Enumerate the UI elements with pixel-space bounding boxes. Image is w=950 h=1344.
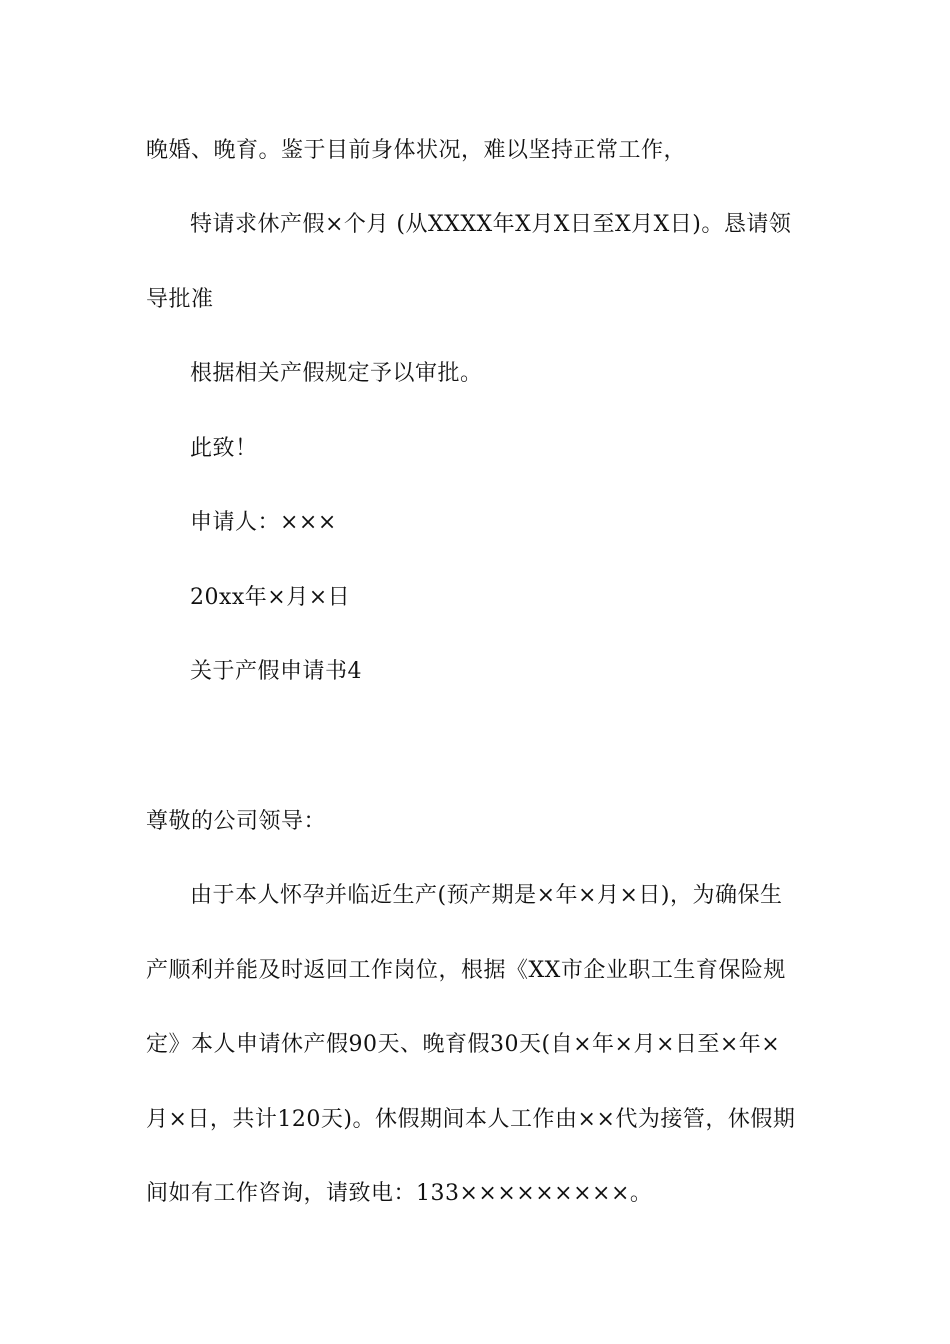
closing-salutation: 此致！ xyxy=(190,436,258,461)
body-line-3: 定》本人申请休产假90天、晚育假30天(自×年×月×日至×年× xyxy=(146,1032,781,1057)
body-line-5: 间如有工作咨询，请致电：133×××××××××。 xyxy=(146,1181,653,1206)
text-line-4: 根据相关产假规定予以审批。 xyxy=(190,361,483,386)
applicant-line: 申请人：××× xyxy=(190,510,337,535)
body-line-4: 月×日，共计120天)。休假期间本人工作由××代为接管，休假期 xyxy=(146,1107,796,1132)
text-line-2: 特请求休产假×个月 (从XXXX年X月X日至X月X日)。恳请领 xyxy=(190,212,792,237)
text-line-1: 晚婚、晚育。鉴于目前身体状况，难以坚持正常工作， xyxy=(146,138,687,163)
section-title: 关于产假申请书4 xyxy=(190,659,362,684)
body-line-1: 由于本人怀孕并临近生产(预产期是×年×月×日)，为确保生 xyxy=(190,883,783,908)
body-line-2: 产顺利并能及时返回工作岗位，根据《XX市企业职工生育保险规 xyxy=(146,958,786,983)
text-line-3: 导批准 xyxy=(146,287,214,312)
date-line: 20xx年×月×日 xyxy=(190,585,351,610)
greeting-line: 尊敬的公司领导： xyxy=(146,809,327,834)
